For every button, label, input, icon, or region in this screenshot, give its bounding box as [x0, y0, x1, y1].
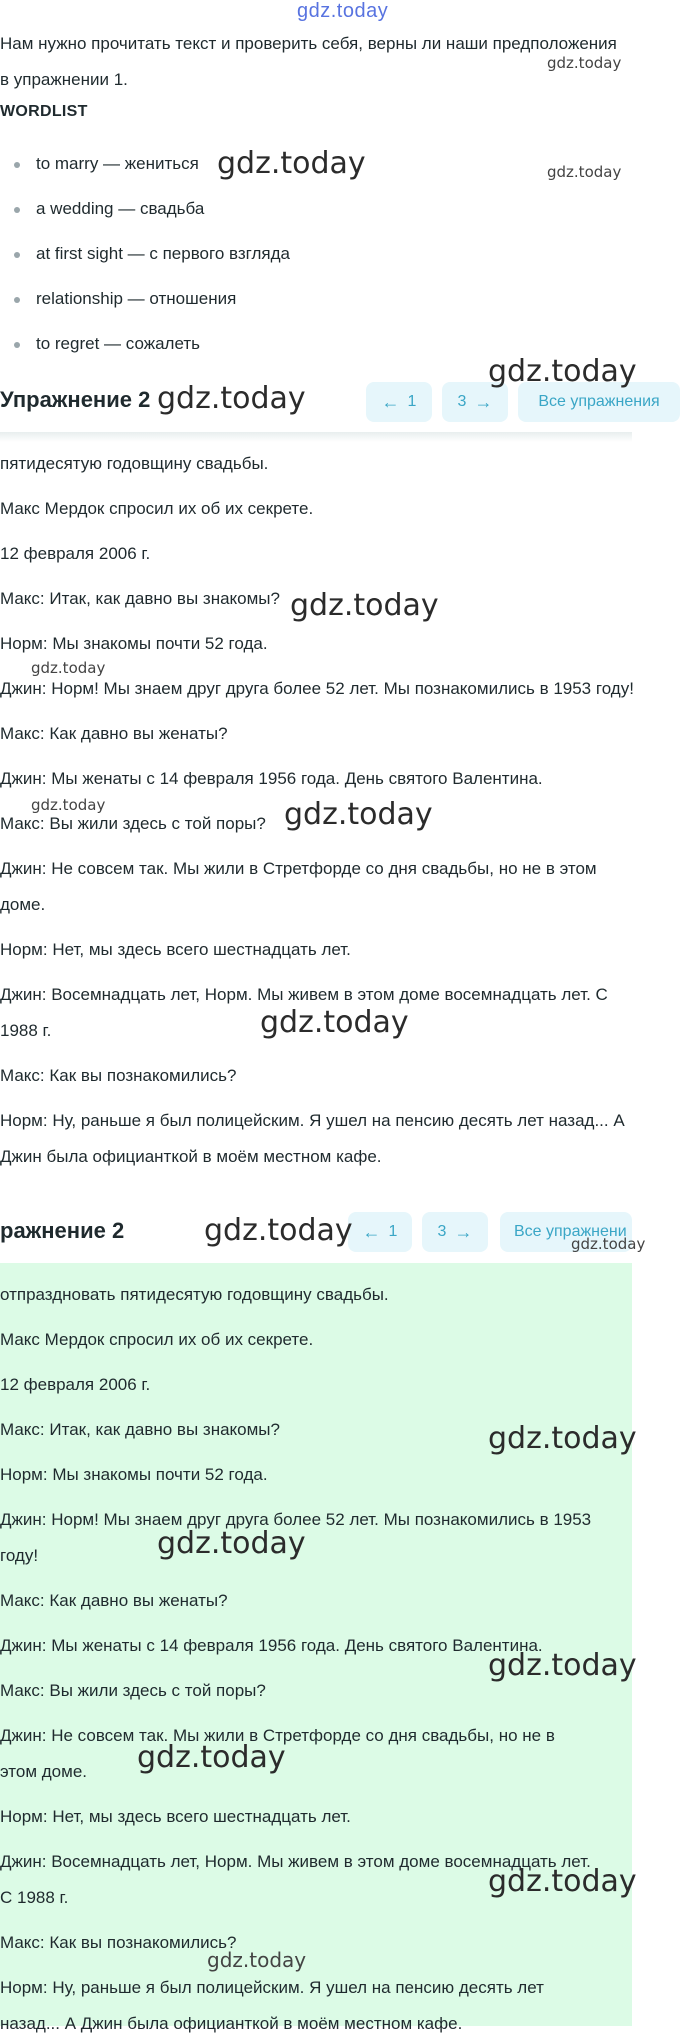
text-line: Норм: Нет, мы здесь всего шестнадцать лет.: [0, 1807, 351, 1826]
watermark: gdz.today: [204, 1213, 353, 1248]
text-line: Макс: Итак, как давно вы знакомы?: [0, 589, 280, 608]
text-line: Джин: Не совсем так. Мы жили в Стретфорде со дня свадьбы, но не в: [0, 1726, 555, 1745]
text-line: Макс: Вы жили здесь с той поры?: [0, 814, 266, 833]
text-line: Джин: Восемнадцать лет, Норм. Мы живем в этом доме восемнадцать лет. С: [0, 985, 608, 1004]
watermark: gdz.today: [157, 1526, 306, 1561]
text-line: Норм: Мы знакомы почти 52 года.: [0, 1465, 268, 1484]
watermark: gdz.today: [157, 381, 306, 416]
text-line: Норм: Ну, раньше я был полицейским. Я ушел на пенсию десять лет назад... А: [0, 1111, 625, 1130]
bullet-icon: [14, 207, 20, 213]
list-item: a wedding — свадьба: [0, 193, 290, 238]
text-line: Макс: Как давно вы женаты?: [0, 1591, 228, 1610]
site-logo[interactable]: gdz.today: [297, 0, 389, 22]
arrow-left-icon: ←: [381, 392, 400, 412]
list-item: to regret — сожалеть: [0, 328, 290, 373]
text-line: 12 февраля 2006 г.: [0, 1375, 151, 1394]
text-line: Макс: Как давно вы женаты?: [0, 724, 228, 743]
bullet-icon: [14, 297, 20, 303]
text-line: Макс: Как вы познакомились?: [0, 1933, 237, 1952]
text-line: 1988 г.: [0, 1021, 52, 1040]
intro-line-2: в упражнении 1.: [0, 70, 128, 89]
bullet-icon: [14, 342, 20, 348]
text-line: Норм: Нет, мы здесь всего шестнадцать лет.: [0, 940, 351, 959]
exercise-title: ражнение 2: [0, 1218, 125, 1243]
list-item: to marry — жениться: [0, 148, 290, 193]
list-item: relationship — отношения: [0, 283, 290, 328]
text-line: пятидесятую годовщину свадьбы.: [0, 454, 269, 473]
watermark: gdz.today: [284, 797, 433, 832]
text-line: Макс Мердок спросил их об их секрете.: [0, 1330, 314, 1349]
all-exercises-button[interactable]: Все упражнени: [500, 1212, 632, 1252]
wordlist-title: WORDLIST: [0, 103, 88, 120]
watermark: gdz.today: [488, 1864, 637, 1899]
watermark: gdz.today: [488, 1421, 637, 1456]
watermark: gdz.today: [547, 163, 622, 181]
text-line: этом доме.: [0, 1762, 88, 1781]
arrow-left-icon: ←: [362, 1222, 381, 1242]
wordlist: [0, 148, 290, 373]
watermark: gdz.today: [260, 1005, 409, 1040]
watermark: gdz.today: [217, 146, 366, 181]
text-line: Макс: Вы жили здесь с той поры?: [0, 1681, 266, 1700]
text-line: Джин: Норм! Мы знаем друг друга более 52 лет. Мы познакомились в 1953: [0, 1510, 592, 1529]
watermark: gdz.today: [137, 1740, 286, 1775]
watermark: gdz.today: [547, 54, 622, 72]
bullet-icon: [14, 252, 20, 258]
header-shadow: [0, 432, 632, 442]
watermark: gdz.today: [207, 1948, 307, 1972]
next-exercise-button[interactable]: 3 →: [422, 1212, 488, 1252]
exercise-title: Упражнение 2: [0, 387, 151, 412]
next-exercise-button[interactable]: 3 →: [442, 382, 508, 422]
text-line: Джин: Мы женаты с 14 февраля 1956 года. День святого Валентина.: [0, 1636, 543, 1655]
text-line: Джин была официанткой в моём местном кафе.: [0, 1147, 382, 1166]
text-line: году!: [0, 1546, 39, 1565]
text-line: Норм: Ну, раньше я был полицейским. Я ушел на пенсию десять лет: [0, 1978, 544, 1997]
text-line: Джин: Восемнадцать лет, Норм. Мы живем в этом доме восемнадцать лет.: [0, 1852, 591, 1871]
intro-line-1: Нам нужно прочитать текст и проверить себя, верны ли наши предположения: [0, 34, 617, 53]
arrow-right-icon: →: [454, 1222, 473, 1242]
watermark: gdz.today: [31, 659, 106, 677]
watermark: gdz.today: [290, 588, 439, 623]
prev-exercise-button[interactable]: ← 1: [366, 382, 432, 422]
text-line: Макс Мердок спросил их об их секрете.: [0, 499, 314, 518]
text-line: назад... А Джин была официанткой в моём местном кафе.: [0, 2014, 463, 2033]
text-line: 12 февраля 2006 г.: [0, 544, 151, 563]
watermark: gdz.today: [488, 1648, 637, 1683]
text-line: С 1988 г.: [0, 1888, 69, 1907]
text-line: Джин: Не совсем так. Мы жили в Стретфорде со дня свадьбы, но не в этом: [0, 859, 597, 878]
watermark: gdz.today: [571, 1235, 646, 1253]
prev-exercise-button[interactable]: ← 1: [348, 1212, 412, 1252]
watermark: gdz.today: [31, 796, 106, 814]
text-line: Джин: Мы женаты с 14 февраля 1956 года. День святого Валентина.: [0, 769, 543, 788]
watermark: gdz.today: [488, 354, 637, 389]
text-line: Норм: Мы знакомы почти 52 года.: [0, 634, 268, 653]
bullet-icon: [14, 162, 20, 168]
text-line: Джин: Норм! Мы знаем друг друга более 52 лет. Мы познакомились в 1953 году!: [0, 679, 634, 698]
list-item: at first sight — с первого взгляда: [0, 238, 290, 283]
text-line: отпраздновать пятидесятую годовщину свадьбы.: [0, 1285, 389, 1304]
text-line: доме.: [0, 895, 46, 914]
text-line: Макс: Как вы познакомились?: [0, 1066, 237, 1085]
all-exercises-button[interactable]: Все упражнения: [518, 382, 680, 422]
arrow-right-icon: →: [474, 392, 493, 412]
text-line: Макс: Итак, как давно вы знакомы?: [0, 1420, 280, 1439]
